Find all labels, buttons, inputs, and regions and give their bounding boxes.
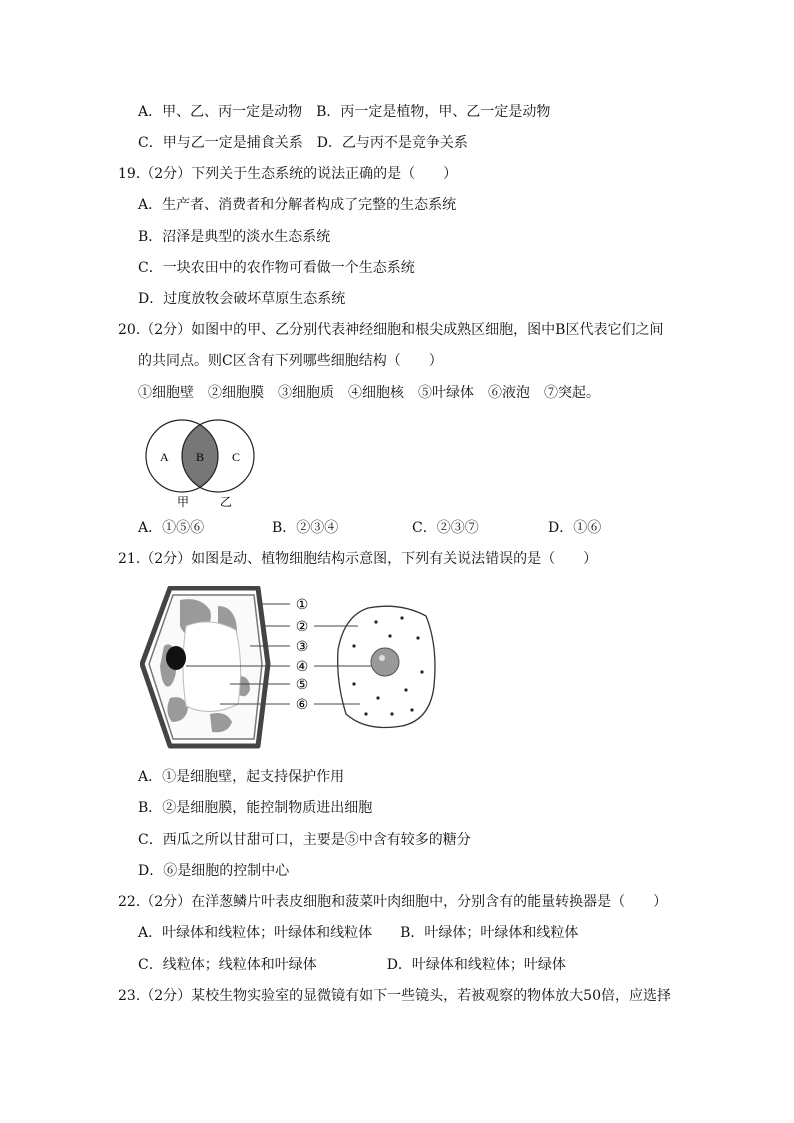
q20-option-c: C．②③⑦ — [412, 520, 479, 536]
q21-option-b: B．②是细胞膜，能控制物质进出细胞 — [138, 800, 373, 816]
plant-nucleus — [166, 646, 186, 670]
q21-option-a: A．①是细胞壁，起支持保护作用 — [138, 769, 345, 785]
venn-diagram — [140, 418, 260, 508]
animal-nucleus — [371, 648, 399, 676]
q20-structures-list: ①细胞壁 ②细胞膜 ③细胞质 ④细胞核 ⑤叶绿体 ⑥液泡 ⑦突起。 — [138, 385, 600, 401]
q19-option-a: A．生产者、消费者和分解者构成了完整的生态系统 — [138, 197, 457, 213]
q22-stem: 22.（2分）在洋葱鳞片叶表皮细胞和菠菜叶肉细胞中，分别含有的能量转换器是（ ） — [118, 894, 668, 910]
cell-label-5: ⑤ — [295, 678, 309, 693]
q22-options-ab: A．叶绿体和线粒体；叶绿体和线粒体 B．叶绿体；叶绿体和线粒体 — [138, 925, 579, 941]
cell-label-2: ② — [295, 620, 309, 635]
q20-option-d: D．①⑥ — [548, 520, 602, 536]
q18-options-cd: C．甲与乙一定是捕食关系 D．乙与丙不是竞争关系 — [138, 135, 468, 151]
q19-option-c: C．一块农田中的农作物可看做一个生态系统 — [138, 260, 415, 276]
q19-stem: 19.（2分）下列关于生态系统的说法正确的是（ ） — [118, 166, 458, 182]
venn-label-b: B — [196, 450, 205, 464]
q20-stem-line1: 20.（2分）如图中的甲、乙分别代表神经细胞和根尖成熟区细胞，图中B区代表它们之间 — [118, 322, 664, 338]
q20-stem-line2: 的共同点。则C区含有下列哪些细胞结构（ ） — [138, 353, 443, 369]
cell-label-6: ⑥ — [295, 698, 309, 713]
cell-structure-diagram — [140, 586, 450, 756]
q18-options-ab: A．甲、乙、丙一定是动物 B．丙一定是植物，甲、乙一定是动物 — [138, 104, 551, 120]
venn-label-a: A — [160, 450, 169, 464]
animal-nucleolus — [379, 655, 385, 661]
venn-name-left: 甲 — [177, 495, 190, 508]
q19-option-d: D．过度放牧会破坏草原生态系统 — [138, 291, 346, 307]
q19-option-b: B．沼泽是典型的淡水生态系统 — [138, 229, 331, 245]
cell-label-3: ③ — [295, 640, 309, 655]
plant-vacuole — [183, 622, 241, 712]
q23-stem: 23.（2分）某校生物实验室的显微镜有如下一些镜头，若被观察的物体放大50倍，应选择 — [118, 988, 671, 1004]
q21-option-c: C．西瓜之所以甘甜可口，主要是⑤中含有较多的糖分 — [138, 832, 471, 848]
q21-option-d: D．⑥是细胞的控制中心 — [138, 863, 290, 879]
cell-label-4: ④ — [295, 660, 309, 675]
q20-option-a: A．①⑤⑥ — [138, 520, 205, 536]
venn-name-right: 乙 — [220, 495, 233, 508]
q22-options-cd: C．线粒体；线粒体和叶绿体 D．叶绿体和线粒体；叶绿体 — [138, 957, 566, 973]
q21-stem: 21.（2分）如图是动、植物细胞结构示意图，下列有关说法错误的是（ ） — [118, 551, 598, 567]
cell-label-1: ① — [295, 598, 309, 613]
venn-label-c: C — [232, 450, 241, 464]
q20-option-b: B．②③④ — [272, 520, 339, 536]
